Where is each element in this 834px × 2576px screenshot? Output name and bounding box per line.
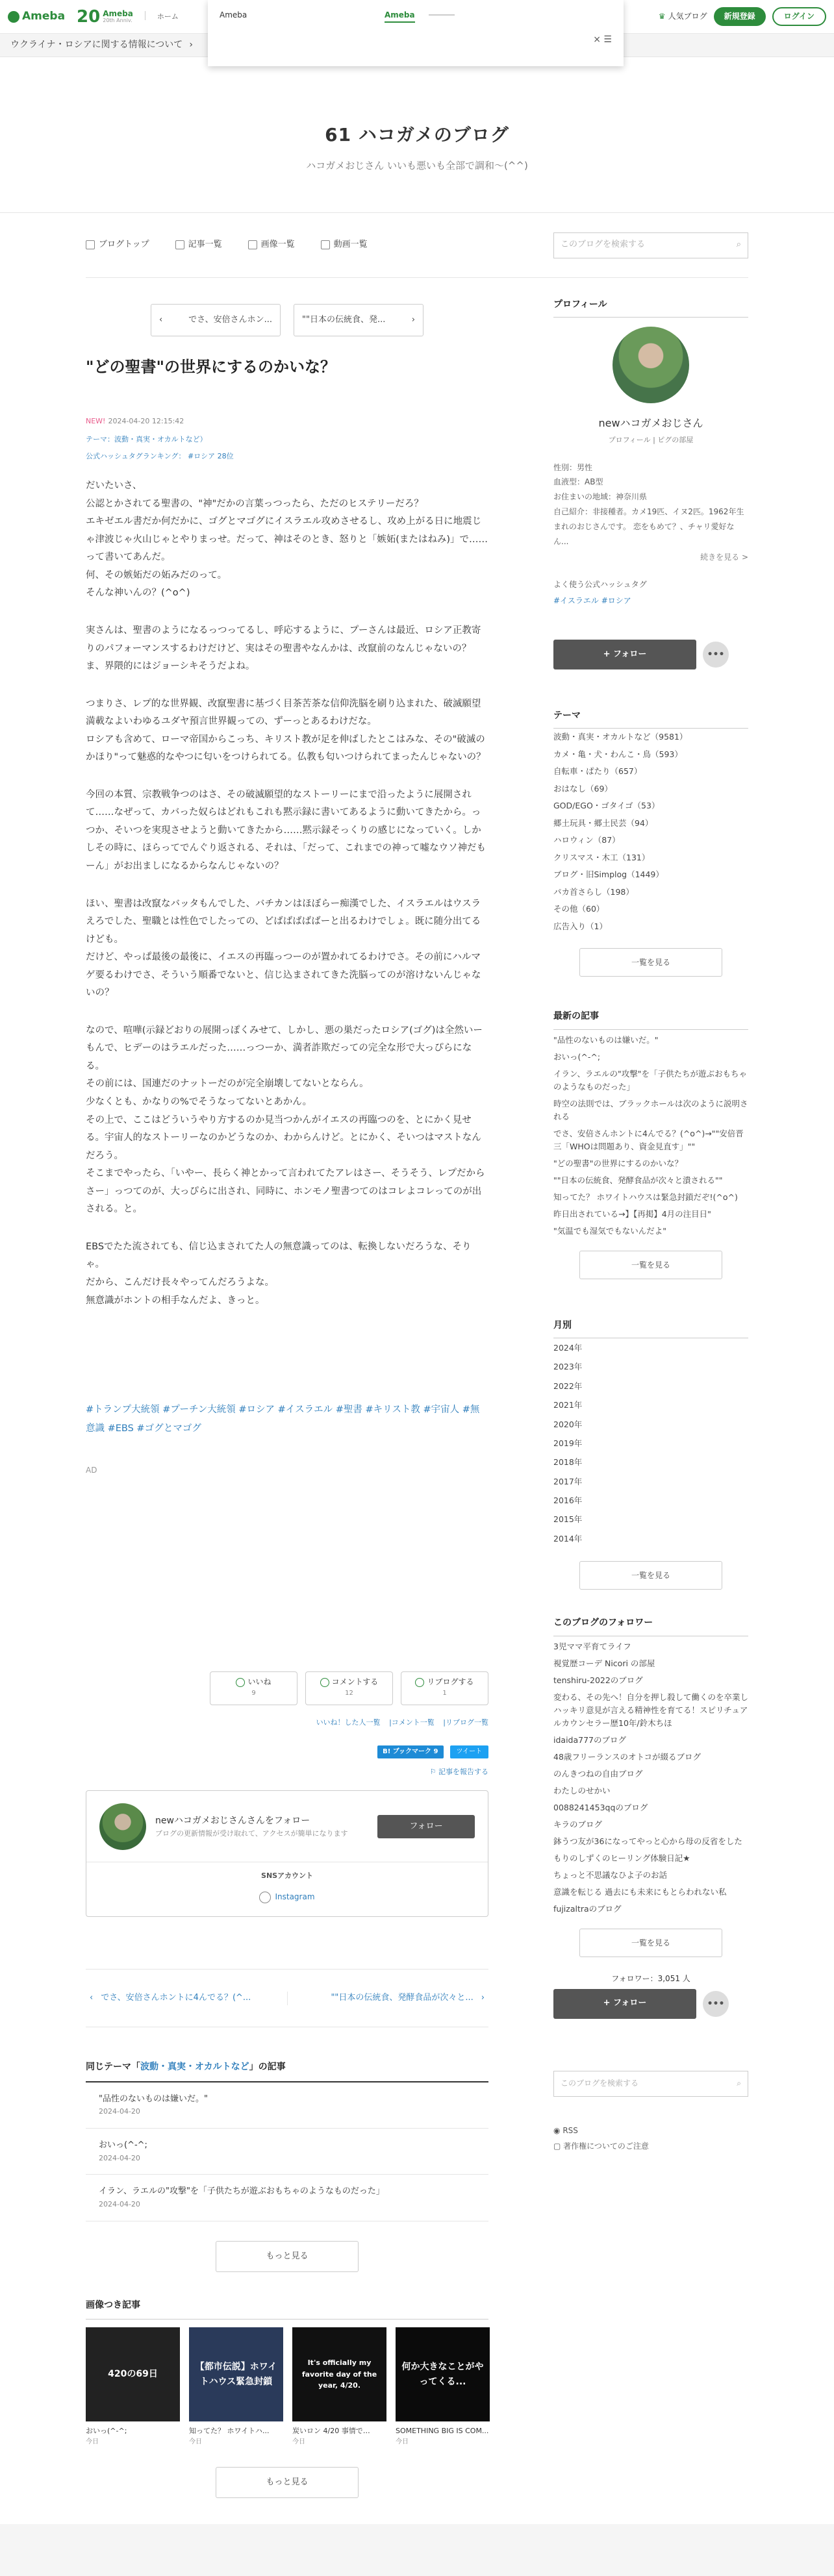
profile-name[interactable]: newハコガメおじさん — [598, 417, 703, 430]
sidebar-search-input[interactable]: このブログを検索する ⌕ — [553, 2071, 748, 2097]
blog-header — [0, 57, 834, 213]
prev-article-link[interactable]: ‹ でさ、安倍さんホントに4んでる？(^... — [86, 1992, 287, 2005]
official-hashtags[interactable]: #イスラエル #ロシア — [553, 595, 631, 605]
sidebar-follow-button[interactable]: + フォロー — [553, 640, 696, 669]
nav-blog-top[interactable]: ブログトップ — [86, 238, 149, 252]
recent-more-button[interactable]: 一覧を見る — [579, 1251, 722, 1279]
anniversary-logo[interactable]: 20 Ameba 20th Anniv. — [77, 6, 133, 27]
followers-count: フォロワー：3,051 人 — [611, 1973, 690, 1983]
article-date: NEW! 2024-04-20 12:15:42 — [86, 417, 184, 426]
same-theme-articles: 同じテーマ「波動・真実・オカルトなど」の記事 "品性のないものは嫌いだ。" 2024-04-20 おいっ(^-^; 2024-04-20 イラン、ラエルの"攻撃"を「子供たちが遊ぶおもちゃのようなものだった」 2024-04-20 もっと見る — [86, 2060, 488, 2272]
article-body: だいたいさ、 公認とかされてる聖書の、"神"だかの言葉っつったら、ただのヒステリーだろ？ エキゼエル書だか何だかに、ゴグとマゴグにイスラエル攻めさせるし、攻め上がる日に地震じゃ津波じゃ火山じゃとやりまっせ。だって、神はそのとき、怒りと「嫉妬(またはねみ)」で……って書いてあんだ。 何、その嫉妬だの妬みだのって。 そんな神いんの？(^o^) 実さんは、聖書のようになるっつってるし、呼応するように、プーさんは最近、ロシア正教寄りのパフォーマンスするわけだけど、実はその聖書やなんかは、改竄前のなんじゃないの？ ま、界隈的にはジョーシキそうだよね。 つまりさ、レプ的な世界観、改竄聖書に基づく目茶苦茶な信仰洗脳を刷り込まれた、破滅願望満載なよいわゆるユダヤ預言世界観っての、ずーっとあるわけだな。 ロシアも含めて、ローマ帝国からこっち、キリスト教が足を伸ばしたとこはみな、その"破滅のかほり"って魅惑的なやつに匂いをつけられてる。仏教も匂いつけられてまったんじゃないの？ 今回の本質、宗教戦争つのはさ、その破滅願望的なストーリーにまで沿ったように展開されて……なぜって、カバった奴らはどれもこれも黙示録に書いてあるように動いてきたから。っつか、そいつを実現させようと動いてきたから……黙示録そっくりの感じになっていく。しかしその時に、ほらってでんぐり返される、それは、「だって、これまでの神って嘘なウソ神だもーん」がお出ましになるからなんじゃないの？ ほい、聖書は改竄なバッタもんでした、バチカンはほぼらー痴漢でした、イスラエルはウスラえろでした、聖職とは性色でしたっての、どばばばばばーと出るわけでしょ。既に随分出てるけども。 だけど、やっぱ最後の最後に、イエスの再臨っつーのが置かれてるわけでさ。その前にハルマゲ要るわけでさ、そういう順番でないと、信じ込まされてきた洗脳ってのが溶けないんじゃないの？ なので、喧嘩(示録どおりの展開っぽくみせて、しかし、悪の巣だったロシア(ゴグ)は全然いーもんで、ヒデーのはラエルだった……っつーか、満者詐欺だっての完全な形で大っぴらになる。 その前には、国連だのナットーだのが完全崩壊してないとならん。 少なくとも、かなりの%でそうなってないとあかん。 その上で、ここはどういうやり方するのか見当つかんがイエスの再臨つのを、とにかく見せる。宇宙人的なストーリーなのかどうなのか、わからんけど。とにかく、そいつはマストなんだろう。 そこまでやったら、「いやー、長らく神とかって言われてたアレはさー、そうそう、レプだからさー」っつてのが、大っぴらに出され、同時に、ホンモノ聖書つてのはコレよコレってのが出される。と。 EBSでたた流されても、信じ込まされてた人の無意識ってのは、転換しないだろうな、そりゃ。 だから、こんだけ長々やってんだろうよな。 無意識がホントの相手なんだよ、きっと。 — [86, 481, 488, 1306]
article-title[interactable]: "どの聖書"の世界にするのかいな？ — [86, 358, 336, 376]
copyright-notice-link[interactable]: ▢ 著作権についてのご注意 — [553, 2141, 649, 2151]
image-icon — [248, 240, 257, 249]
popup-tab[interactable]: Ameba — [385, 9, 415, 23]
more-options-icon[interactable]: ••• — [703, 1991, 729, 2017]
list-item[interactable]: "品性のないものは嫌いだ。" 2024-04-20 — [86, 2082, 488, 2129]
article-theme-link[interactable]: テーマ：波動・真実・オカルトなど） — [86, 434, 207, 444]
follow-button[interactable]: フォロー — [377, 1815, 475, 1838]
nav-articles[interactable]: 記事一覧 — [175, 238, 222, 252]
followers-list[interactable]: 3児ママ平育てライフ 視覚歴コーデ Nicori の部屋 tenshiru-2022のブログ 変わる、その先へ！自分を押し殺して働くのを卒業しハッキリ意見が言える精神性を育てる！スピリチュアルカウンセラー歴10年/鈴木ちほ idaida777のブログ 48歳フリーランスのオトコが綴るブログ のんきつねの自由ブログ わたしのせかい 0088241453qqのブログ キラのブログ 鉢うつ友が36になってやっと心から母の反省をした もりのしずくのヒーリング体験日記★ ちょっと不思議なひよ子のお話 意識を転じる 過去にも未来にもとらわれない私 fujizaltraのブログ — [553, 1641, 748, 1914]
report-article-link[interactable]: ⚐ 記事を報告する — [429, 1767, 488, 1776]
months-more-button[interactable]: 一覧を見る — [579, 1561, 722, 1590]
sidebar-follow-button-2[interactable]: + フォロー — [553, 1989, 696, 2019]
bottom-pager — [86, 1969, 488, 2027]
blog-nav — [86, 213, 748, 278]
blog-description: ハコガメおじさん いいも悪いも全部で調和〜(^^) — [306, 159, 528, 171]
global-header — [0, 0, 834, 45]
sidebar-footer-links — [553, 2123, 748, 2154]
blog-search-input[interactable]: このブログを検索する ⌕ — [553, 232, 748, 258]
prev-article-button[interactable]: ‹ でさ、安倍さんホン... — [151, 304, 281, 336]
rss-link[interactable]: ◉ RSS — [553, 2125, 578, 2135]
hashtag-ranking-link[interactable]: 公式ハッシュタグランキング： #ロシア 28位 — [86, 451, 234, 460]
tweet-button[interactable]: ツイート — [450, 1745, 489, 1758]
image-articles: 画像つき記事 420の69日 おいっ(^-^; 今日 【都市伝説】ホワイトハウス緊急封鎖 知ってた？ ホワイトハ... 今日 It's officially my favorite day of the year, 4/20. 炭いロン 4/20 事情で… 今日 何か大きなことがやってくる... SOMETHING BIG IS COM... 今日 もっと見る — [86, 2298, 488, 2498]
video-icon — [321, 240, 330, 249]
nav-images[interactable]: 画像一覧 — [248, 238, 295, 252]
profile-more-link[interactable]: 続きを見る > — [700, 553, 748, 562]
recent-articles-list[interactable]: "品性のないものは嫌いだ。" おいっ(^-^; イラン、ラエルの"攻撃"を「子供たちが遊ぶおもちゃのようなものだった」 時空の法則では、ブラックホールは次のように説明される でさ、安倍さんホントに4んでる？(^o^)→""安倍晋三「WHOは問題あり、資金見直す」"" "どの聖書"の世界にするのかいな？ ""日本の伝統食、発酵食品が次々と潰される"" 知ってた？ ホワイトハウスは緊急封鎖だぞ!(^o^) 昨日出されている→】【再掲】4月の注目日" "気温でも湿気でもないんだよ" — [553, 1034, 748, 1236]
image-article-card[interactable]: It's officially my favorite day of the year, 4/20. 炭いロン 4/20 事情で… 今日 — [292, 2327, 386, 2447]
crown-icon: ♛ — [658, 11, 666, 21]
list-item[interactable]: イラン、ラエルの"攻撃"を「子供たちが遊ぶおもちゃのようなものだった」 2024-04-20 — [86, 2175, 488, 2221]
chevron-left-icon: ‹ — [159, 314, 163, 325]
hatena-bookmark-button[interactable]: B! ブックマーク 9 — [377, 1745, 443, 1758]
search-icon: ⌕ — [737, 2079, 741, 2088]
search-icon: ⌕ — [736, 240, 741, 250]
avatar[interactable] — [613, 327, 689, 403]
instagram-link[interactable]: Instagram — [86, 1891, 488, 1903]
instagram-icon — [259, 1892, 271, 1903]
next-article-button[interactable]: ""日本の伝統食、発... › — [294, 304, 423, 336]
article-actions — [86, 1671, 488, 1705]
image-article-card[interactable]: 何か大きなことがやってくる... SOMETHING BIG IS COM... 今日 — [396, 2327, 490, 2447]
follow-box: newハコガメおじさんさんをフォロー ブログの更新情報が受け取れて、アクセスが簡単になります フォロー SNSアカウント Instagram — [86, 1790, 488, 1917]
popular-blog-link[interactable]: ♛ 人気ブログ — [659, 10, 707, 23]
like-button[interactable]: いいね 9 — [210, 1671, 297, 1705]
chevron-right-icon: › — [189, 40, 193, 51]
reblog-button[interactable]: リブログする 1 — [401, 1671, 488, 1705]
image-article-card[interactable]: 【都市伝説】ホワイトハウス緊急封鎖 知ってた？ ホワイトハ... 今日 — [189, 2327, 283, 2447]
login-button[interactable]: ログイン — [772, 7, 826, 26]
more-image-articles-button[interactable]: もっと見る — [216, 2467, 359, 2498]
profile-info: 性別：男性 血液型：AB型 お住まいの地域：神奈川県 自己紹介：非接種者。カメ19匹、イヌ2匹。1962年生まれのおじさんです。 恋をもめて？、チャリ愛好なん... — [553, 462, 744, 546]
sidebar: プロフィール newハコガメおじさん プロフィール | ピグの部屋 性別：男性 血液型：AB型 お住まいの地域：神奈川県 自己紹介：非接種者。カメ19匹、イヌ2匹。1962年生まれのおじさんです。 恋をもめて？、チャリ愛好なん... 続きを見る > よく使う公式ハッシュタグ #イスラエル #ロシア + フォロー ••• テーマ 波動・真実・オカルトなど（9581） カメ・亀・犬・わんこ・鳥（593） 自転車・ぱたり（657） おはなし（69） GOD/EGO・ゴタイゴ（53） 郷土玩具・郷土民芸（94） ハロウィン（87） クリスマス・木工（131） ブログ・旧Simplog（1449） パカ首さらし（198） その他（60） 広告入り（1） 一覧を見る 最新の記事 "品性のないものは嫌いだ。" おいっ(^-^; イラン、ラエルの"攻撃"を「子供たちが遊ぶおもちゃのようなものだった」 時空の法則では、ブラックホールは次のように説明される でさ、安倍さんホントに4んでる？(^o^)→""安倍晋三「WHOは問題あり、資金見直す」"" "どの聖書"の世界にするのかいな？ ""日本の伝統食、発酵食品が次々と潰される"" 知ってた？ ホワイトハウスは緊急封鎖だぞ!(^o^) 昨日出されている→】【再掲】4月の注目日" "気温でも湿気でもないんだよ" 一覧を見る 月別 2024年 2023年 2022年 2021年 2020年 2019年 2018年 2017年 2016年 2015年 2014年 一覧を見る このブログのフォロワー 3児ママ平育てライフ 視覚歴コーデ Nicori の部屋 tenshiru-2022のブログ 変わる、その先へ！自分を押し殺して働くのを卒業しハッキリ意見が言える精神性を育てる！スピリチュアルカウンセラー歴10年/鈴木ちほ idaida777のブログ 48歳フリーランスのオトコが綴るブログ のんきつねの自由ブログ わたしのせかい 0088241453qqのブログ キラのブログ 鉢うつ友が36になってやっと心から母の反省をした もりのしずくのヒーリング体験日記★ ちょっと不思議なひよ子のお話 意識を転じる 過去にも未来にもとらわれない私 fujizaltraのブログ 一覧を見る フォロワー：3,051 人 + フォロー ••• このブログを検索する ⌕ ◉ RSS ▢ 著作権についてのご注意 — [553, 284, 748, 2498]
announcement-popup: Ameba Ameba × ☰ — [208, 0, 624, 66]
home-icon — [86, 240, 95, 249]
register-button[interactable]: 新規登録 — [714, 7, 766, 26]
ameba-logo[interactable]: Ameba — [8, 8, 65, 25]
theme-list[interactable]: 波動・真実・オカルトなど（9581） カメ・亀・犬・わんこ・鳥（593） 自転車・ぱたり（657） おはなし（69） GOD/EGO・ゴタイゴ（53） 郷土玩具・郷土民芸（94） ハロウィン（87） クリスマス・木工（131） ブログ・旧Simplog（1449） パカ首さらし（198） その他（60） 広告入り（1） — [553, 732, 688, 931]
comment-button[interactable]: コメントする 12 — [305, 1671, 393, 1705]
global-nav-home[interactable]: ホーム — [157, 12, 179, 21]
comment-icon — [320, 1678, 329, 1687]
chevron-left-icon: ‹ — [90, 1992, 94, 2003]
reblog-icon — [415, 1678, 424, 1687]
smile-icon — [236, 1678, 245, 1687]
more-options-icon[interactable]: ••• — [703, 642, 729, 668]
popup-close-icon[interactable]: × ☰ — [593, 34, 612, 45]
avatar[interactable] — [99, 1803, 146, 1850]
profile-links[interactable]: プロフィール | ピグの部屋 — [608, 435, 694, 444]
blog-title[interactable]: 61 ハコガメのブログ — [325, 124, 509, 145]
nav-videos[interactable]: 動画一覧 — [321, 238, 368, 252]
list-icon — [175, 240, 184, 249]
monthly-archive-list[interactable]: 2024年 2023年 2022年 2021年 2020年 2019年 2018年 2017年 2016年 2015年 2014年 — [553, 1343, 583, 1544]
article-hashtags[interactable]: #トランプ大統領 #プーチン大統領 #ロシア #イスラエル #聖書 #キリスト教 #宇宙人 #無意識 #EBS #ゴグとマゴグ — [86, 1405, 480, 1434]
ad-label: AD — [86, 1466, 97, 1475]
top-pager — [86, 304, 488, 336]
likers-link[interactable]: いいね！した人一覧 — [316, 1718, 381, 1727]
reblogs-link[interactable]: リブログ一覧 — [446, 1718, 488, 1727]
ameba-logo-icon — [8, 11, 19, 23]
ukraine-russia-info-link[interactable]: ウクライナ・ロシアに関する情報について — [10, 40, 183, 51]
footer — [0, 2524, 834, 2576]
more-same-theme-button[interactable]: もっと見る — [216, 2241, 359, 2272]
themes-more-button[interactable]: 一覧を見る — [579, 948, 722, 977]
list-item[interactable]: おいっ(^-^; 2024-04-20 — [86, 2129, 488, 2175]
chevron-right-icon: › — [481, 1992, 485, 2003]
comments-link[interactable]: コメント一覧 — [391, 1718, 435, 1727]
chevron-right-icon: › — [411, 314, 415, 325]
global-nav — [145, 11, 179, 23]
share-buttons — [86, 1745, 488, 1758]
next-article-link[interactable]: ""日本の伝統食、発酵食品が次々と... › — [287, 1992, 489, 2005]
rss-icon: ◉ — [553, 2125, 561, 2135]
image-article-card[interactable]: 420の69日 おいっ(^-^; 今日 — [86, 2327, 180, 2447]
warning-icon: ▢ — [553, 2141, 561, 2151]
flag-icon: ⚐ — [429, 1767, 436, 1776]
main-content — [86, 284, 488, 2498]
followers-more-button[interactable]: 一覧を見る — [579, 1929, 722, 1957]
reaction-links: いいね！した人一覧 |コメント一覧 |リブログ一覧 — [316, 1718, 488, 1727]
